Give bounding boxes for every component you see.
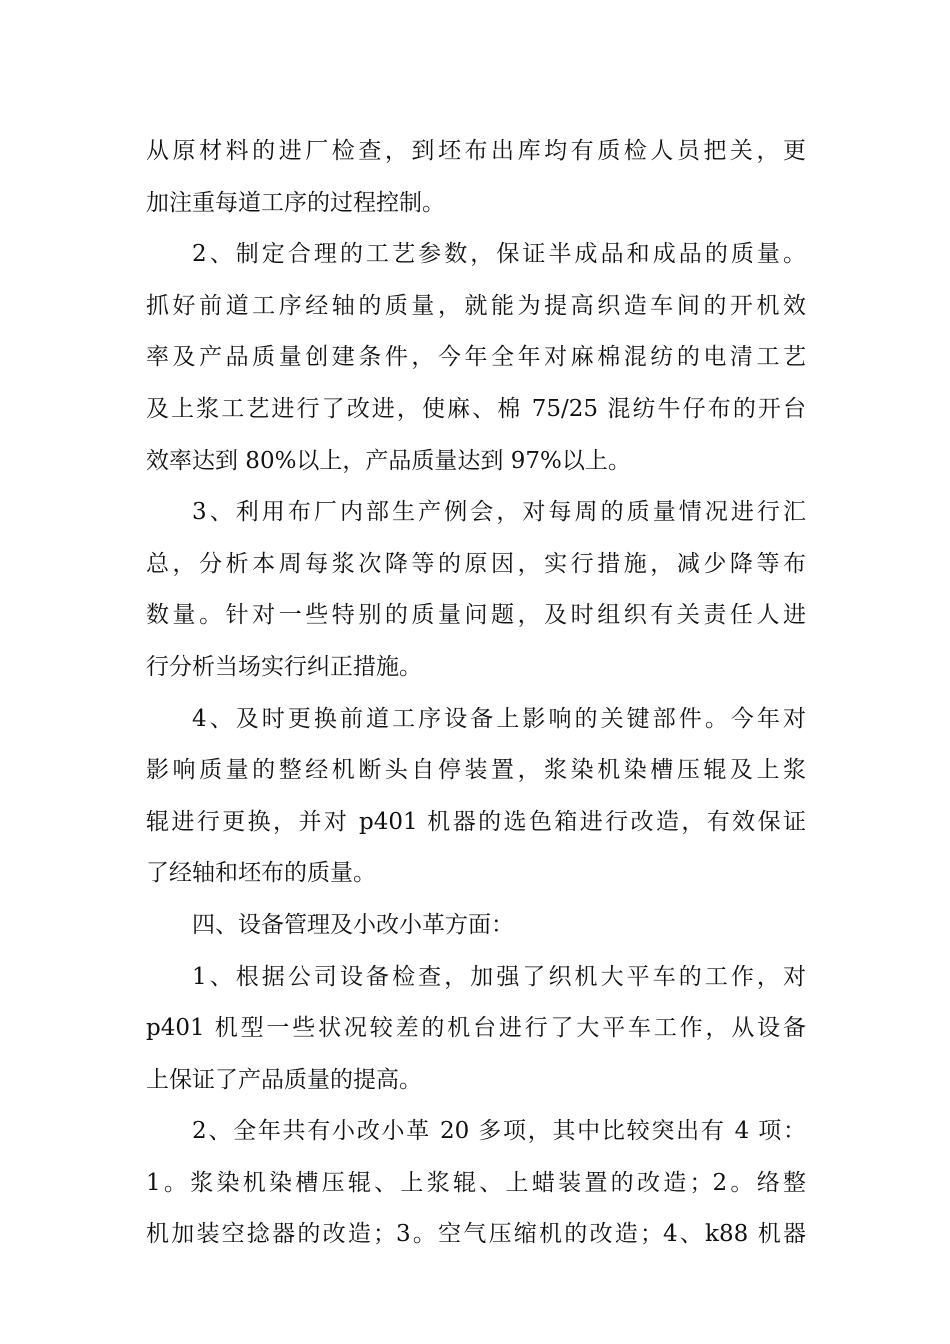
text-line: 行分析当场实行纠正措施。 (146, 653, 422, 680)
paragraph-first-line: 1、根据公司设备检查，加强了织机大平车的工作，对 (192, 963, 806, 990)
paragraph-first-line: 4、及时更换前道工序设备上影响的关键部件。今年对 (192, 705, 806, 732)
text-line: 机加装空捻器的改造；3。空气压缩机的改造；4、k88 机器 (146, 1221, 806, 1248)
text-line: 辊进行更换，并对 p401 机器的选色箱进行改造，有效保证 (146, 808, 806, 835)
text-line: 上保证了产品质量的提高。 (146, 1066, 422, 1093)
text-line: 率及产品质量创建条件，今年全年对麻棉混纺的电清工艺 (146, 344, 806, 371)
paragraph-first-line: 2、全年共有小改小革 20 多项，其中比较突出有 4 项： (192, 1118, 806, 1145)
document-body (146, 126, 806, 1261)
text-line: 数量。针对一些特别的质量问题，及时组织有关责任人进 (146, 602, 806, 629)
paragraph-first-line: 3、利用布厂内部生产例会，对每周的质量情况进行汇 (192, 499, 806, 526)
text-line: 了经轴和坯布的质量。 (146, 860, 376, 887)
text-line: 加注重每道工序的过程控制。 (146, 189, 445, 216)
text-line: 效率达到 80%以上，产品质量达到 97%以上。 (146, 447, 631, 474)
text-line: 1。浆染机染槽压辊、上浆辊、上蜡装置的改造；2。络整 (146, 1169, 806, 1196)
text-line: 总，分析本周每浆次降等的原因，实行措施，减少降等布 (146, 550, 806, 577)
text-line: 抓好前道工序经轴的质量，就能为提高织造车间的开机效 (146, 292, 806, 319)
text-line: 及上浆工艺进行了改进，使麻、棉 75/25 混纺牛仔布的开台 (146, 395, 806, 422)
section-heading: 四、设备管理及小改小革方面： (192, 911, 514, 938)
text-line: 影响质量的整经机断头自停装置，浆染机染槽压辊及上浆 (146, 757, 806, 784)
text-line: p401 机型一些状况较差的机台进行了大平车工作，从设备 (146, 1015, 806, 1042)
text-line: 从原材料的进厂检查，到坯布出库均有质检人员把关，更 (146, 138, 806, 164)
paragraph-first-line: 2、制定合理的工艺参数，保证半成品和成品的质量。 (192, 241, 806, 268)
